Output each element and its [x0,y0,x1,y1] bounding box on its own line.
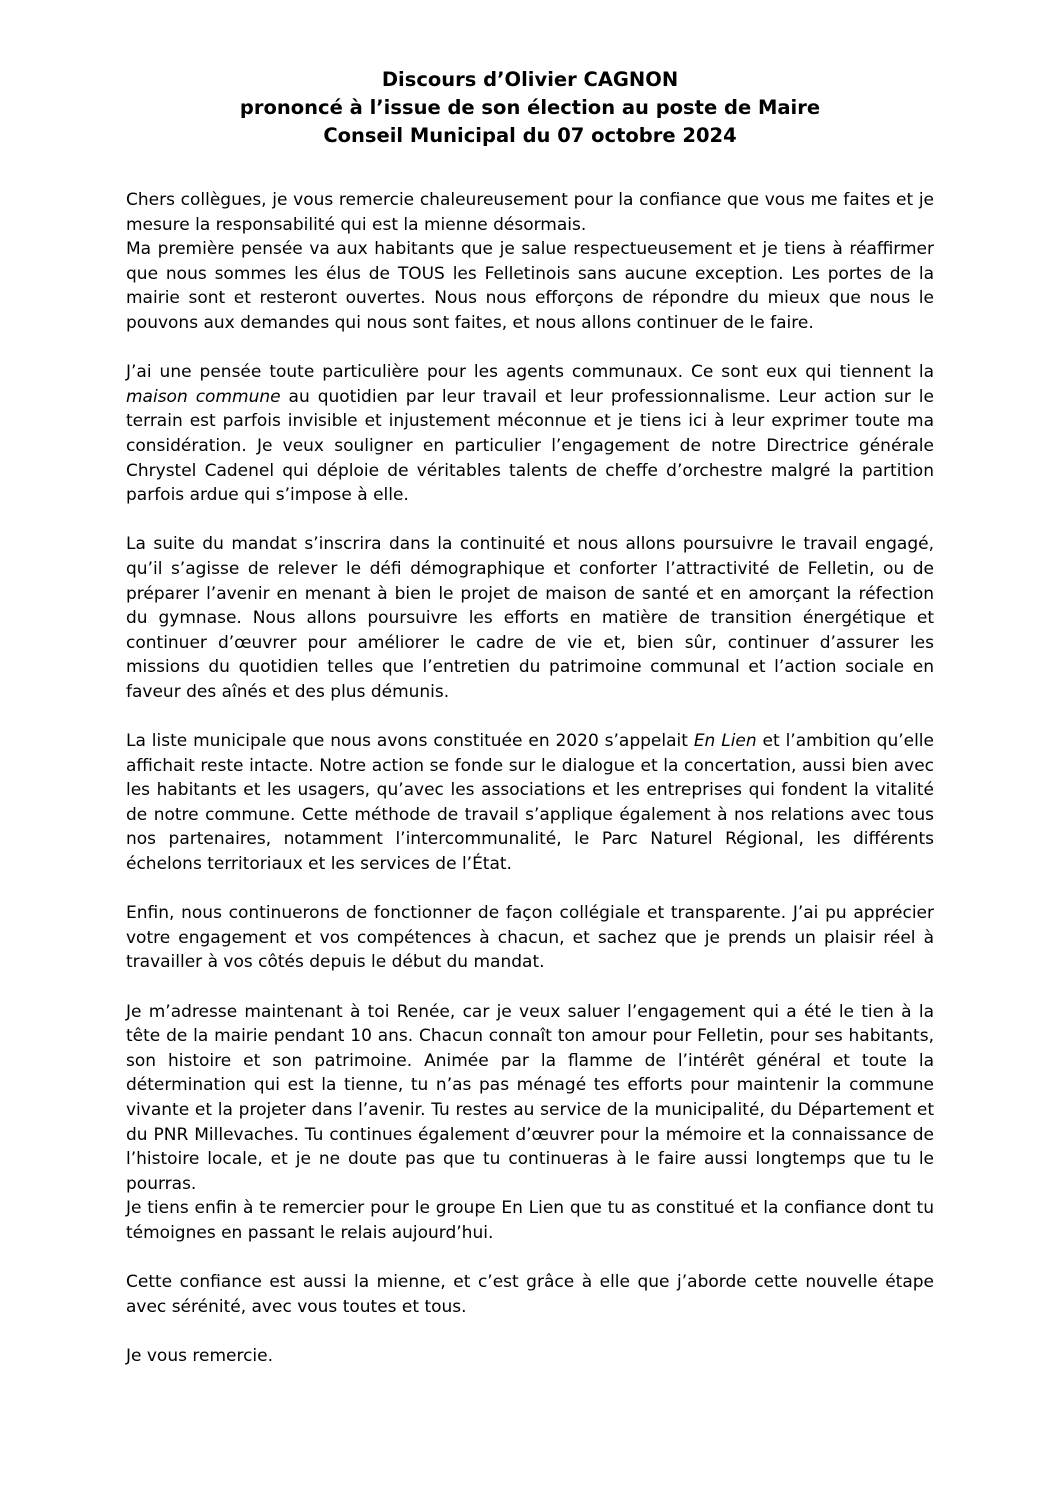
title-line-date: Conseil Municipal du 07 octobre 2024 [323,124,737,147]
title-line-speaker: Discours d’Olivier CAGNON [381,68,679,91]
paragraph-text: J’ai une pensée toute particulière pour les agents communaux. Ce sont eux qui tiennent la [126,362,934,383]
emphasis-text: En Lien [693,731,757,752]
paragraph-text: La liste municipale que nous avons constituée en 2020 s’appelait [126,731,694,752]
paragraph-collegiality: Enfin, nous continuerons de fonctionner de façon collégiale et transparente. J’ai pu apprécier votre engagement et vos compétences à chacun, et sachez que je prends un plaisir réel à travailler à vos côtés depuis le début du mandat. [126,903,934,973]
paragraph-text: et l’ambition qu’elle affichait reste intacte. Notre action se fonde sur le dialogue et la concertation, aussi bien avec les habitants et les usagers, qu’avec les associations et les entreprises qui fondent la vitalité de notre commune. Cette méthode de travail s’applique également à nos relations avec tous nos partenaires, notamment l’intercommunalité, le Parc Naturel Régional, les différents échelons territoriaux et les services de l’État. [126,731,934,875]
paragraph-thanks-group: Je tiens enfin à te remercier pour le groupe En Lien que tu as constitué et la confiance dont tu témoignes en passant le relais aujourd’hui. [126,1198,934,1243]
paragraph-mandate-continuity: La suite du mandat s’inscrira dans la continuité et nous allons poursuivre le travail engagé, qu’il s’agisse de relever le défi démographique et conforter l’attractivité de Felletin, ou de préparer l’avenir en menant à bien le projet de maison de santé et en amorçant la réfection du gymnase. Nous allons poursuivre les efforts en matière de transition énergétique et continuer d’œuvrer pour améliorer le cadre de vie et, bien sûr, continuer d’assurer les missions du quotidien telles que l’entretien du patrimoine communal et l’action sociale en faveur des aînés et des plus démunis. [126,534,934,702]
document-title [126,66,934,150]
paragraph-inhabitants: Ma première pensée va aux habitants que je salue respectueusement et je tiens à réaffirmer que nous sommes les élus de TOUS les Felletinois sans aucune exception. Les portes de la mairie sont et resteront ouvertes. Nous nous efforçons de répondre du mieux que nous le pouvons aux demandes qui nous sont faites, et nous allons continuer de le faire. [126,239,934,333]
document-page [126,66,934,1369]
paragraph-renee: Je m’adresse maintenant à toi Renée, car je veux saluer l’engagement qui a été le tien à la tête de la mairie pendant 10 ans. Chacun connaît ton amour pour Felletin, pour ses habitants, son histoire et son patrimoine. Animée par la flamme de l’intérêt général et toute la détermination qui est la tienne, tu n’as pas ménagé tes efforts pour maintenir la commune vivante et la projeter dans l’avenir. Tu restes au service de la municipalité, du Département et du PNR Millevaches. Tu continues également d’œuvrer pour la mémoire et la connaissance de l’histoire locale, et je ne doute pas que tu continueras à le faire aussi longtemps que tu le pourras. [126,1001,934,1194]
paragraph-municipal-agents [126,360,934,508]
paragraph-thanks: Chers collègues, je vous remercie chaleureusement pour la confiance que vous me faites et je mesure la responsabilité qui est la mienne désormais. [126,190,934,235]
paragraph-text: au quotidien par leur travail et leur professionnalisme. Leur action sur le terrain est parfois invisible et injustement méconnue et je tiens ici à leur exprimer toute ma considération. Je veux souligner en particulier l’engagement de notre Directrice générale Chrystel Cadenel qui déploie de véritables talents de cheffe d’orchestre malgré la partition parfois ardue qui s’impose à elle. [126,386,934,506]
closing-line: Je vous remercie. [126,1345,274,1366]
title-line-occasion: prononcé à l’issue de son élection au poste de Maire [239,96,821,119]
paragraph-serenity: Cette confiance est aussi la mienne, et c’est grâce à elle que j’aborde cette nouvelle étape avec sérénité, avec vous toutes et tous. [126,1272,934,1317]
emphasis-text: maison commune [126,386,281,407]
paragraph-en-lien [126,729,934,877]
